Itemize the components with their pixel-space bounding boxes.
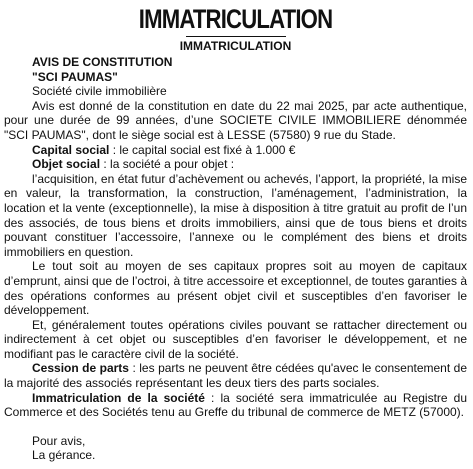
closing-line-2: La gérance.: [32, 448, 96, 463]
immatriculation-label: Immatriculation de la société: [32, 390, 205, 405]
company-name: "SCI PAUMAS": [32, 69, 118, 84]
objet-paragraph: [4, 157, 467, 172]
cession-label: Cession de parts: [32, 361, 129, 376]
intro-paragraph: Avis est donné de la constitution en date du 22 mai 2025, par acte authentique, pour une durée de 99 années, d’une SOCIETE CIVILE IMMOBILIERE dénommée "SCI PAUMAS", dont le siège social est à LESSE (57580) 9 rue du Stade.: [4, 98, 467, 142]
cession-paragraph: [4, 361, 467, 390]
notice-body: [4, 55, 467, 463]
closing-line-1: Pour avis,: [32, 433, 86, 448]
page-title: IMMATRICULATION: [138, 4, 333, 34]
capital-text: : le capital social est fixé à 1.000 €: [109, 142, 296, 157]
company-type: Société civile immobilière: [32, 84, 167, 99]
objet-body-paragraph-3: Et, généralement toutes opérations civiles pouvant se rattacher directement ou indirectement à cet objet ou susceptibles d’en favoriser le développement, et ne modifiant pas le caractère civil de la société.: [4, 317, 467, 361]
immatriculation-text: : la société sera immatriculée au Registre du Commerce et des Sociétés tenu au Greffe du tribunal de commerce de METZ (57000).: [4, 390, 468, 420]
capital-paragraph: [4, 143, 467, 158]
objet-body-paragraph-2: Le tout soit au moyen de ses capitaux propres soit au moyen de capitaux d’emprunt, ainsi que de l’octroi, à titre accessoire et exceptionnel, de toutes garanties à des opérations conformes au présent objet civil et susceptibles d’en favoriser le développement.: [4, 259, 467, 318]
notice-heading: AVIS DE CONSTITUTION: [32, 55, 173, 69]
cession-text: : les parts ne peuvent être cédées qu'avec le consentement de la majorité des associés représentant les deux tiers des parts sociales.: [4, 361, 467, 391]
capital-label: Capital social: [32, 142, 110, 157]
spacer: [4, 420, 467, 434]
immatriculation-paragraph: [4, 391, 467, 420]
objet-text: : la société a pour objet :: [100, 157, 235, 172]
title-divider: [186, 36, 286, 37]
section-subtitle: IMMATRICULATION: [179, 39, 292, 53]
objet-label: Objet social: [32, 157, 101, 172]
objet-body-paragraph: l’acquisition, en état futur d’achèvement ou achevés, l’apport, la propriété, la mise en valeur, la transformation, la construction, l’aménagement, l’administration, la location et la vente (exceptionnelle), la mise à disposition à titre gratuit au profit de l’un des associés, de tous biens et droits immobiliers, ainsi que de tous biens et droits pouvant constituer l’accessoire, l’annexe ou le complément des biens et droits immobiliers en question.: [4, 171, 467, 259]
